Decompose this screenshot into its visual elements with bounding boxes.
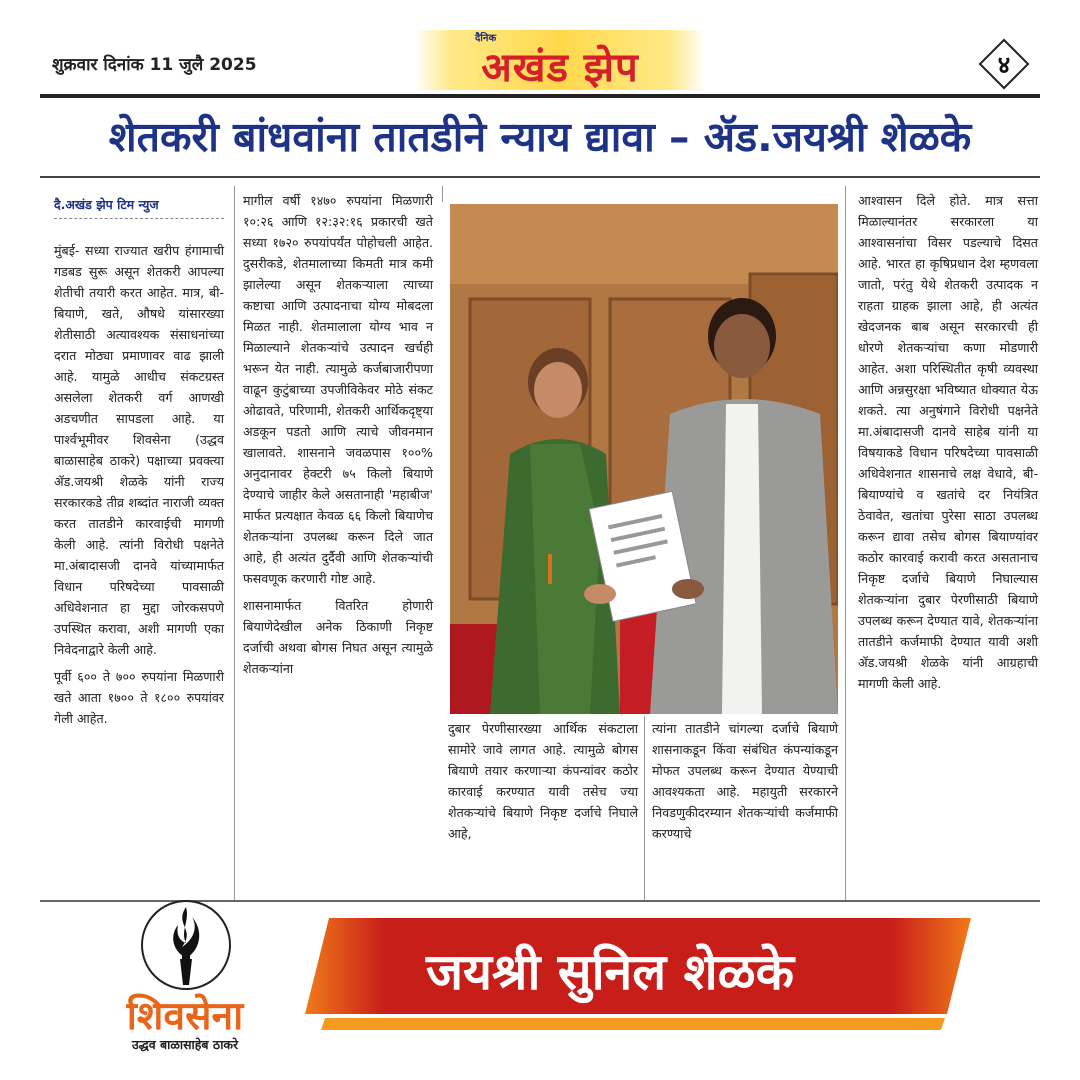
article-column-3 bbox=[448, 718, 638, 850]
article-paragraph: शासनामार्फत वितरित होणारी बियाणेदेखील अनेक ठिकाणी निकृष्ट दर्जाची अथवा बोगस निघत असून त्यामुळे शेतकऱ्यांना bbox=[243, 598, 433, 676]
newspaper-logo-prefix: दैनिक bbox=[475, 33, 497, 44]
byline-rule bbox=[54, 218, 224, 219]
article-paragraph: आश्वासन दिले होते. मात्र सत्ता मिळाल्यानंतर सरकारला या आश्वासनांचा विसर पडल्याचे दिसत आहे. भारत हा कृषिप्रधान देश म्हणवला जातो, परंतु येथे शेतकरी उत्पादक न राहता ग्राहक झाला आहे, ही अत्यंत खेदजनक बाब असून सरकारची ही धोरणे शेतकऱ्यांचा कणा मोडणारी आहेत. अशा परिस्थितीत कृषी व्यवस्था आणि अन्नसुरक्षा भविष्यात धोक्यात येऊ शकते. त्या अनुषंगाने विरोधी पक्षनेते मा.अंबादासजी दानवे साहेब यांनी या विषयाकडे विधान परिषदेच्या पावसाळी अधिवेशनात शासनाचे लक्ष वेधावे, बी-बियाण्यांचे व खतांचे दर नियंत्रित ठेवावेत, खतांचा पुरेसा साठा उपलब्ध करून द्यावा तसेच बोगस बियाण्यांवर कठोर कारवाई करावी करत असतानाच निकृष्ट दर्जाचे बियाणे निघाल्यास शेतकऱ्यांना दुबार पेरणीसाठी बियाणे उपलब्ध करून देण्यात यावे, शेतकऱ्यांना तातडीने कर्जमाफी देण्यात यावी अशी ॲड.जयश्री शेळके यांनी आग्रहाची मागणी केली आहे. bbox=[858, 193, 1038, 691]
article-paragraph: त्यांना तातडीने चांगल्या दर्जाचे बियाणे शासनाकडून किंवा संबंधित कंपन्यांकडून मोफत उपलब्ध करून देण्यात येण्याची आवश्यकता आहे. महायुती सरकारने निवडणुकीदरम्यान शेतकऱ्यांची कर्जमाफी करण्याचे bbox=[652, 721, 838, 841]
article-paragraph: पूर्वी ६०० ते ७०० रुपयांना मिळणारी खते आता १७०० ते १८०० रुपयांवर गेली आहेत. bbox=[54, 669, 224, 726]
article-headline: शेतकरी बांधवांना तातडीने न्याय द्यावा – ॲड.जयश्री शेळके bbox=[108, 113, 972, 161]
article-column-1 bbox=[54, 240, 224, 735]
publication-date: शुक्रवार दिनांक 11 जुलै 2025 bbox=[52, 55, 257, 75]
masthead-rule bbox=[40, 94, 1040, 98]
photo-illustration bbox=[450, 204, 838, 714]
party-name: शिवसेना bbox=[126, 994, 244, 1039]
page-number-badge bbox=[978, 38, 1030, 90]
column-divider bbox=[234, 186, 235, 900]
article-paragraph: दुबार पेरणीसारख्या आर्थिक संकटाला सामोरे जावे लागत आहे. त्यामुळे बोगस बियाणे तयार करणाऱ्या कंपन्यांवर कठोर कारवाई करण्यात यावी तसेच ज्या शेतकऱ्यांचे बियाणे निकृष्ट दर्जाचे निघाले आहे, bbox=[448, 721, 638, 841]
newspaper-logo bbox=[415, 30, 705, 90]
article-column-5 bbox=[858, 190, 1038, 700]
column-divider bbox=[644, 716, 645, 900]
article-paragraph: मुंबई- सध्या राज्यात खरीप हंगामाची गडबड सुरू असून शेतकरी आपल्या शेतीची तयारी करत आहेत. मात्र, बी-बियाणे, खते, औषधे यांसारख्या शेतीसाठी अत्यावश्यक संसाधनांच्या दरात मोठ्या प्रमाणावर वाढ झाली आहे. यामुळे आधीच संकटग्रस्त असलेला शेतकरी वर्ग आणखी अडचणीत सापडला आहे. या पार्श्वभूमीवर शिवसेना (उद्धव बाळासाहेब ठाकरे) पक्षाच्या प्रवक्त्या ॲड.जयश्री शेळके यांनी राज्य सरकारकडे तीव्र शब्दांत नाराजी व्यक्त करत तातडीने कारवाईची मागणी केली आहे. त्यांनी विरोधी पक्षनेते मा.अंबादासजी दानवे यांच्यामार्फत विधान परिषदेच्या पावसाळी अधिवेशनात हा मुद्दा जोरकसपणे उपस्थित करावा, अशी मागणी एका निवेदनाद्वारे केली आहे. bbox=[54, 243, 224, 657]
article-photo bbox=[450, 204, 838, 714]
article-column-4 bbox=[652, 718, 838, 850]
headline-rule bbox=[40, 176, 1040, 178]
torch-emblem-icon bbox=[138, 897, 234, 993]
article-column-2 bbox=[243, 190, 433, 685]
article-byline: दै.अखंड झेप टिम न्युज bbox=[54, 197, 159, 212]
page-number: ४ bbox=[997, 51, 1011, 79]
column-divider bbox=[442, 186, 443, 202]
masthead bbox=[40, 30, 1040, 94]
article-paragraph: मागील वर्षी १४७० रुपयांना मिळणारी १०:२६ आणि १२:३२:१६ प्रकारची खते सध्या १७२० रुपयांपर्यंत पोहोचली आहेत. दुसरीकडे, शेतमालाच्या किमती मात्र कमी झालेल्या असून शेतकऱ्याला त्याच्या कष्टाचा आणि उत्पादनाचा योग्य मोबदला मिळत नाही. शेतमालाला योग्य भाव न मिळाल्याने शेतकऱ्यांचे उत्पादन खर्चही भरून येत नाही. त्यामुळे कर्जबाजारीपणा वाढून कुटुंबाच्या उपजीविकेवर मोठे संकट ओढावते, परिणामी, शेतकरी आर्थिकदृष्ट्या अडकून पडतो आणि त्याचे जीवनमान खालावते. शासनाने जवळपास १००% अनुदानावर हेक्टरी ७५ किलो बियाणे देण्याचे जाहीर केले असतानाही 'महाबीज' मार्फत प्रत्यक्षात केवळ ६६ किलो बियाणेच शेतकऱ्यांना उपलब्ध करून दिले जात आहे, ही अत्यंत दुर्दैवी आणि शेतकऱ्यांची फसवणूक करणारी गोष्ट आहे. bbox=[243, 193, 433, 586]
banner-name: जयश्री सुनिल शेळके bbox=[425, 943, 795, 1001]
party-subtitle: उद्धव बाळासाहेब ठाकरे bbox=[131, 1037, 239, 1052]
column-divider bbox=[845, 186, 846, 900]
newspaper-title: अखंड झेप bbox=[481, 45, 639, 91]
